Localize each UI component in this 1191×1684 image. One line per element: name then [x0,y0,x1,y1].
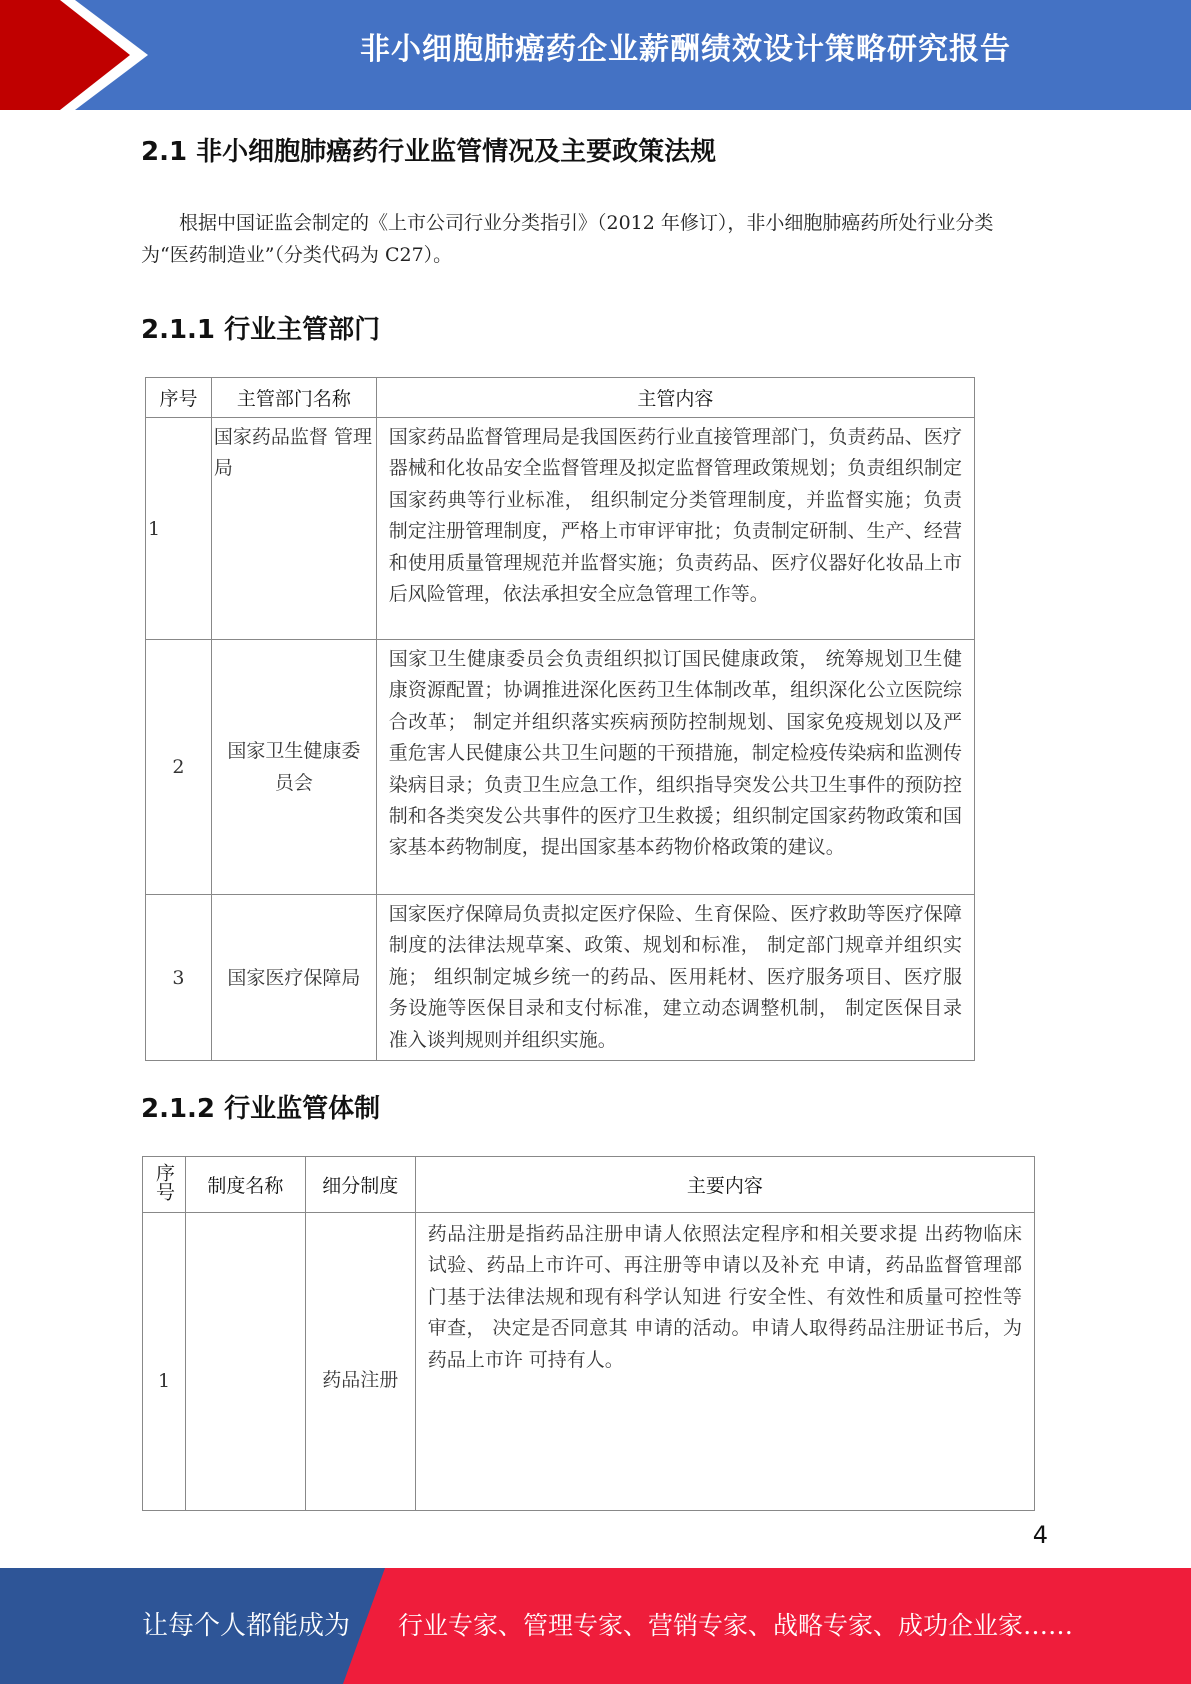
dept-content: 国家卫生健康委员会负责组织拟订国民健康政策， 统筹规划卫生健康资源配置；协调推进深化医药卫生体制改革，组织深化公立医院综合改革； 制定并组织落实疾病预防控制规划、国家免疫规划以及严重危害人民健康公共卫生问题的干预措施，制定检疫传染病和监测传染病目录；负责卫生应急工作，组织指导突发公共卫生事件的预防控制和各类突发公共事件的医疗卫生救援；组织制定国家药物政策和国家基本药物制度，提出国家基本药物价格政策的建议。 [376,640,974,895]
dept-name: 国家卫生健康委员会 [211,640,376,895]
col-header-no-label: 序号 [152,1163,175,1201]
footer-slogan-right: 行业专家、管理专家、营销专家、战略专家、成功企业家…… [398,1611,1074,1640]
subsection-heading-2-1-1: 2.1.1 行业主管部门 [141,315,381,345]
intro-paragraph: 根据中国证监会制定的《上市公司行业分类指引》（2012 年修订），非小细胞肺癌药所处行业分类为“医药制造业”（分类代码为 C27）。 [141,212,994,266]
regulation-name [185,1213,305,1511]
col-header-content: 主要内容 [415,1157,1034,1213]
regulation-content: 药品注册是指药品注册申请人依照法定程序和相关要求提 出药物临床试验、药品上市许可、再注册等申请以及补充 申请，药品监督管理部门基于法律法规和现有科学认知进 行安全性、有效性和质量可控性等审查， 决定是否同意其 申请的活动。申请人取得药品注册证书后，为药品上市许 可持有人。 [415,1213,1034,1511]
table-row [146,418,975,640]
table-row [146,640,975,895]
col-header-content: 主管内容 [376,378,974,418]
header-banner [0,0,1191,110]
footer-slogan-left: 让每个人都能成为 [142,1611,351,1641]
subsection-heading-2-1-2: 2.1.2 行业监管体制 [141,1094,381,1124]
table-row [146,895,975,1061]
col-header-no [143,1157,186,1213]
table-header-row [146,378,975,418]
row-number: 1 [143,1213,186,1511]
footer-banner [0,1568,1191,1684]
col-header-no: 序号 [146,378,212,418]
page-number: 4 [1032,1521,1048,1549]
row-number: 1 [146,418,212,640]
table-row [143,1213,1035,1511]
row-number: 2 [146,640,212,895]
dept-content: 国家医疗保障局负责拟定医疗保险、生育保险、医疗救助等医疗保障制度的法律法规草案、政策、规划和标准， 制定部门规章并组织实施； 组织制定城乡统一的药品、医用耗材、医疗服务项目、医疗服务设施等医保目录和支付标准，建立动态调整机制， 制定医保目录准入谈判规则并组织实施。 [376,895,974,1061]
dept-name: 国家药品监督 管理局 [211,418,376,640]
regulation-sub: 药品注册 [305,1213,415,1511]
regulation-table [142,1156,1035,1511]
col-header-dept: 主管部门名称 [211,378,376,418]
section-heading: 2.1 非小细胞肺癌药行业监管情况及主要政策法规 [141,137,717,167]
document-title: 非小细胞肺癌药企业薪酬绩效设计策略研究报告 [360,32,1011,67]
col-header-name: 制度名称 [185,1157,305,1213]
row-number: 3 [146,895,212,1061]
col-header-sub: 细分制度 [305,1157,415,1213]
authority-table [145,377,975,1061]
dept-content: 国家药品监督管理局是我国医药行业直接管理部门，负责药品、医疗器械和化妆品安全监督管理及拟定监督管理政策规划；负责组织制定国家药典等行业标准， 组织制定分类管理制度，并监督实施；负责制定注册管理制度，严格上市审评审批；负责制定研制、生产、经营和使用质量管理规范并监督实施；负责药品、医疗仪器好化妆品上市后风险管理，依法承担安全应急管理工作等。 [376,418,974,640]
dept-name: 国家医疗保障局 [211,895,376,1061]
table-header-row [143,1157,1035,1213]
